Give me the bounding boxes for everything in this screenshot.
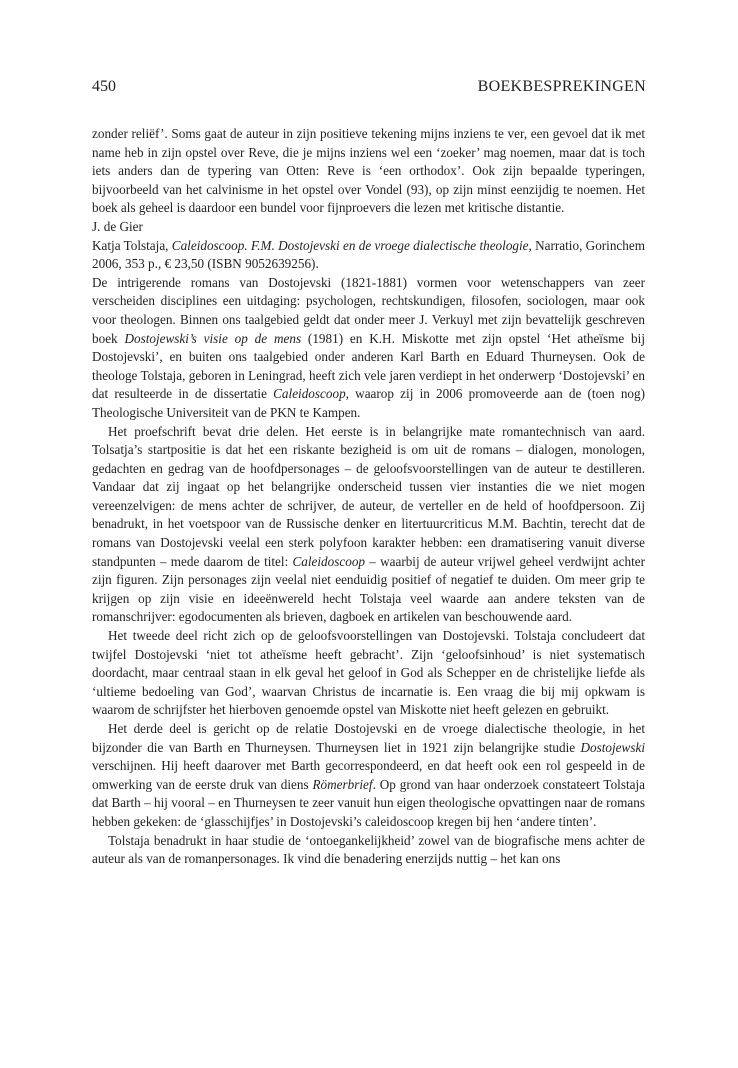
text-segment: . Op grond van haar onderzoek constateert Tolstaja dat Barth – hij vooral – en Thurneysen te zeer vanuit hun eigen theologische opvattingen naar de romans hebben gekeken: de ‘glasschijfjes’ in Dostojevski’s caleidoscoop kregen bij hen ‘andere tinten’.	[92, 776, 645, 829]
page-body	[92, 125, 645, 869]
text-segment: – waarbij de auteur vrijwel geheel verdwijnt achter zijn figuren. Zijn personages zijn veelal niet eenduidig positief of negatief te duiden. Om meer grip te krijgen op zijn visie en ideeënwereld hecht Tolstaja veel waarde aan andere teksten van de romanschrijver: egodocumenten als brieven, dagboek en artikelen van beschouwende aard.	[92, 553, 645, 625]
text-segment: (1981) en K.H. Miskotte met zijn opstel ‘Het atheïsme bij Dostojevski’, en buiten ons taalgebied onder anderen Karl Barth en Eduard Thurneysen. Ook de theologe Tolstaja, geboren in Leningrad, heeft zich vele jaren verdiept in het onderwerp ‘Dostojevski’ en dat resulteerde in de dissertatie	[92, 330, 645, 402]
text-segment: waarop zij in 2006 promoveerde aan de (toen nog) Theologische Universiteit van de PKN te Kampen.	[92, 386, 645, 420]
review-paragraph-3: Het tweede deel richt zich op de geloofsvoorstellingen van Dostojevski. Tolstaja concludeert dat twijfel Dostojevski ‘niet tot atheïsme heeft gebracht’. Zijn ‘geloofsinhoud’ is niet systematisch doordacht, maar centraal staan in elk geval het geloof in God als Schepper en de christelijke liefde als ‘ultieme bedoeling van God’, waarvan Christus de incarnatie is. Een vraag die bij mij opkwam is waarom de schrijfster het hierboven genoemde opstel van Miskotte niet heeft gelezen en gebruikt.	[92, 628, 645, 718]
text-segment: De intrigerende romans van Dostojevski (1821-1881) vormen voor wetenschappers van zeer verscheiden disciplines een uitdaging: psychologen, rechtskundigen, filosofen, sociologen, maar ook voor theologen. Binnen ons taalgebied geldt dat onder meer J. Verkuyl met zijn bevattelijk geschreven boek	[92, 274, 645, 346]
italic-title: Römerbrief	[312, 776, 373, 792]
running-head: BOEKBESPREKINGEN	[477, 78, 646, 95]
previous-review-closing-paragraph: zonder reliëf’. Soms gaat de auteur in zijn positieve tekening mijns inziens te ver, een gevoel dat ik met name heb in zijn opstel over Reve, die je mijns inziens wel een ‘zoeker’ mag noemen, maar dat is toch iets anders dan de typering van Otten: Reve is ‘een orthodox’. Ook zijn bepaalde typeringen, bijvoorbeeld van het calvinisme in het opstel over Vondel (93), op zijn minst eenzijdig te noemen. Het boek als geheel is daardoor een bundel voor fijnproevers die lezen met kritische distantie.	[92, 126, 645, 216]
review-paragraph-5: Tolstaja benadrukt in haar studie de ‘ontoegankelijkheid’ zowel van de biografische mens achter de auteur als van de romanpersonages. Ik vind die benadering enerzijds nuttig – het kan ons	[92, 832, 645, 867]
review-paragraph-4	[92, 720, 645, 832]
page-number: 450	[92, 78, 116, 95]
italic-title: Caleidoscoop	[292, 553, 366, 569]
citation-details: Narratio, Gorinchem 2006, 353 p., € 23,50 (ISBN 9052639256).	[92, 237, 645, 272]
italic-title: Dostojewski’s visie op de mens	[124, 330, 302, 346]
citation-title: Caleidoscoop. F.M. Dostojevski en de vroege dialectische theologie,	[171, 237, 532, 253]
reviewer-signature: J. de Gier	[92, 218, 143, 234]
book-citation	[92, 237, 645, 274]
text-segment: Het proefschrift bevat drie delen. Het eerste is in belangrijke mate romantechnisch van aard. Tolsatja’s startpositie is dat het een riskante bezigheid is om uit de romans – dialogen, monologen, gedachten en gedrag van de hoofdpersonages – de geloofsvoorstellingen van de auteur te destilleren. Vandaar dat zij ingaat op het belangrijke onderscheid tussen vier instanties die we niet mogen vereenzelvigen: de mens achter de schrijver, de auteur, de verteller en de held of hoofdpersoon. Zij benadrukt, in het voetspoor van de Russische denker en litertuurcriticus M.M. Bachtin, terecht dat de romans van Dostojevski veelal een sterk polyfoon karakter hebben: een dramatisering vanuit diverse standpunten – mede daarom de titel:	[92, 423, 645, 569]
text-segment: verschijnen. Hij heeft daarover met Barth gecorrespondeerd, en dat heeft ook een rol gespeeld in de omwerking van de eerste druk van diens	[92, 758, 645, 792]
review-paragraph-2	[92, 423, 645, 628]
citation-author: Katja Tolstaja,	[92, 237, 172, 253]
review-paragraph-1	[92, 274, 645, 423]
italic-title: Dostojewski	[580, 739, 645, 755]
italic-title: Caleidoscoop,	[273, 386, 349, 402]
text-segment: Het derde deel is gericht op de relatie Dostojevski en de vroege dialectische theologie, in het bijzonder die van Barth en Thurneysen. Thurneysen liet in 1921 zijn belangrijke studie	[92, 721, 645, 755]
